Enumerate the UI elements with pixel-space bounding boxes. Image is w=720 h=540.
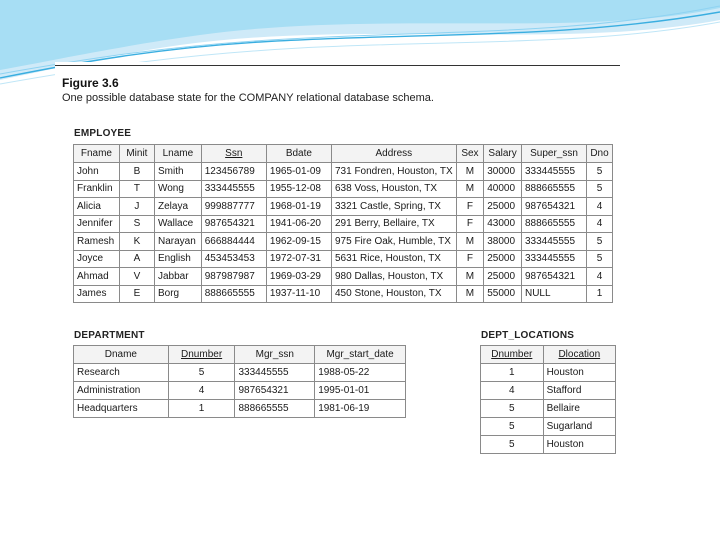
table-row [74,268,613,286]
table-cell: 4 [481,382,544,400]
table-cell: V [119,268,154,286]
table-row [481,364,616,382]
table-cell: F [456,198,484,216]
table-cell: 1969-03-29 [266,268,331,286]
table-cell: Houston [543,364,615,382]
table-cell: 333445555 [201,180,266,198]
table-cell: Wong [154,180,201,198]
table-cell: 987654321 [235,382,315,400]
table-cell: Franklin [74,180,120,198]
table-cell: S [119,215,154,233]
table-cell: 3321 Castle, Spring, TX [331,198,456,216]
figure-title: Figure 3.6 [62,76,119,90]
table-cell: 1 [587,285,613,303]
table-row [74,233,613,251]
table-row [74,215,613,233]
table-cell: Jennifer [74,215,120,233]
table-cell: NULL [521,285,586,303]
table-cell: 4 [168,382,235,400]
table-cell: 638 Voss, Houston, TX [331,180,456,198]
column-header: Dname [74,346,169,364]
table-cell: Joyce [74,250,120,268]
table-row [481,436,616,454]
table-row [74,400,406,418]
column-header: Dno [587,145,613,163]
table-cell: B [119,163,154,181]
table-cell: Stafford [543,382,615,400]
table-cell: 5 [481,400,544,418]
table-cell: 1972-07-31 [266,250,331,268]
table-cell: 5 [587,180,613,198]
table-cell: 1981-06-19 [315,400,406,418]
table-row [74,198,613,216]
table-cell: 333445555 [521,250,586,268]
table-cell: Research [74,364,169,382]
table-cell: 1995-01-01 [315,382,406,400]
dept-locations-table [480,345,616,454]
table-cell: 5 [587,163,613,181]
table-cell: 888665555 [235,400,315,418]
column-header: Super_ssn [521,145,586,163]
table-cell: John [74,163,120,181]
table-cell: 453453453 [201,250,266,268]
department-table [73,345,406,418]
table-cell: 999887777 [201,198,266,216]
table-cell: 38000 [484,233,522,251]
table-cell: 1 [481,364,544,382]
table-cell: 975 Fire Oak, Humble, TX [331,233,456,251]
table-cell: F [456,215,484,233]
column-header: Minit [119,145,154,163]
table-cell: Jabbar [154,268,201,286]
table-row [74,382,406,400]
dept-locations-table-label: DEPT_LOCATIONS [481,330,575,341]
table-cell: 888665555 [521,180,586,198]
department-body [74,364,406,418]
column-header: Address [331,145,456,163]
column-header: Salary [484,145,522,163]
column-header: Mgr_ssn [235,346,315,364]
department-header-row [74,346,406,364]
table-cell: M [456,268,484,286]
table-cell: Ahmad [74,268,120,286]
table-row [74,180,613,198]
table-cell: 5 [481,418,544,436]
column-header: Dlocation [543,346,615,364]
table-cell: 450 Stone, Houston, TX [331,285,456,303]
table-cell: 987654321 [521,198,586,216]
table-cell: M [456,163,484,181]
table-cell: 43000 [484,215,522,233]
table-cell: 5 [481,436,544,454]
table-row [481,400,616,418]
table-cell: 1941-06-20 [266,215,331,233]
table-cell: Wallace [154,215,201,233]
table-cell: 4 [587,268,613,286]
table-cell: 291 Berry, Bellaire, TX [331,215,456,233]
table-cell: Administration [74,382,169,400]
column-header: Lname [154,145,201,163]
table-row [481,382,616,400]
table-cell: 1965-01-09 [266,163,331,181]
table-cell: 25000 [484,268,522,286]
table-cell: 30000 [484,163,522,181]
table-cell: Sugarland [543,418,615,436]
table-cell: Borg [154,285,201,303]
table-cell: 666884444 [201,233,266,251]
table-cell: J [119,198,154,216]
table-cell: 25000 [484,250,522,268]
table-cell: 4 [587,215,613,233]
table-row [74,285,613,303]
table-cell: Alicia [74,198,120,216]
column-header: Bdate [266,145,331,163]
table-cell: 25000 [484,198,522,216]
table-cell: Ramesh [74,233,120,251]
table-cell: 55000 [484,285,522,303]
table-cell: M [456,285,484,303]
table-cell: Bellaire [543,400,615,418]
table-cell: 1988-05-22 [315,364,406,382]
employee-header-row [74,145,613,163]
figure-caption: One possible database state for the COMPANY relational database schema. [62,92,434,104]
table-row [74,364,406,382]
table-cell: 731 Fondren, Houston, TX [331,163,456,181]
table-cell: Narayan [154,233,201,251]
table-cell: 5 [587,233,613,251]
table-cell: 5 [587,250,613,268]
table-cell: Smith [154,163,201,181]
table-cell: 987654321 [201,215,266,233]
table-cell: M [456,233,484,251]
table-cell: F [456,250,484,268]
employee-table-label: EMPLOYEE [74,128,132,139]
table-cell: 987654321 [521,268,586,286]
department-table-label: DEPARTMENT [74,330,145,341]
table-cell: 333445555 [235,364,315,382]
table-cell: 5631 Rice, Houston, TX [331,250,456,268]
dept-locations-body [481,364,616,454]
table-cell: 5 [168,364,235,382]
table-row [481,418,616,436]
table-cell: 4 [587,198,613,216]
figure-panel [55,62,620,454]
table-cell: E [119,285,154,303]
column-header: Ssn [201,145,266,163]
table-cell: James [74,285,120,303]
table-cell: 40000 [484,180,522,198]
column-header: Dnumber [168,346,235,364]
column-header: Mgr_start_date [315,346,406,364]
column-header: Fname [74,145,120,163]
table-cell: A [119,250,154,268]
dept-locations-header-row [481,346,616,364]
table-cell: Houston [543,436,615,454]
table-cell: 333445555 [521,233,586,251]
table-cell: 1937-11-10 [266,285,331,303]
table-cell: 333445555 [521,163,586,181]
employee-table [73,144,613,303]
table-cell: Headquarters [74,400,169,418]
table-cell: 1962-09-15 [266,233,331,251]
table-cell: M [456,180,484,198]
column-header: Dnumber [481,346,544,364]
table-cell: K [119,233,154,251]
table-cell: 888665555 [521,215,586,233]
table-cell: 1955-12-08 [266,180,331,198]
table-row [74,163,613,181]
table-cell: 1968-01-19 [266,198,331,216]
table-cell: 1 [168,400,235,418]
table-cell: Zelaya [154,198,201,216]
table-row [74,250,613,268]
table-cell: 987987987 [201,268,266,286]
table-cell: T [119,180,154,198]
column-header: Sex [456,145,484,163]
table-cell: 888665555 [201,285,266,303]
figure-top-rule [55,65,620,66]
employee-body [74,163,613,303]
table-cell: 980 Dallas, Houston, TX [331,268,456,286]
table-cell: 123456789 [201,163,266,181]
table-cell: English [154,250,201,268]
